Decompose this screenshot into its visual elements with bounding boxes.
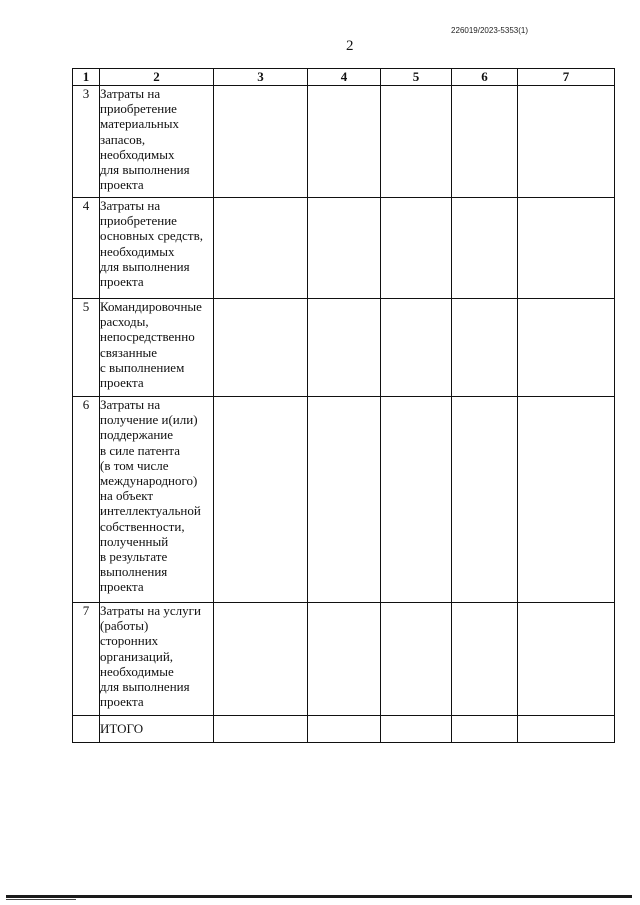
value-cell: [381, 198, 452, 299]
value-cell: [381, 397, 452, 603]
row-number: [73, 716, 100, 743]
column-header-1: 1: [73, 69, 100, 86]
column-header-2: 2: [100, 69, 214, 86]
value-cell: [452, 716, 518, 743]
row-number: 6: [73, 397, 100, 603]
value-cell: [518, 299, 615, 397]
value-cell: [518, 716, 615, 743]
table-row: [73, 198, 615, 299]
total-label: ИТОГО: [100, 716, 214, 743]
value-cell: [214, 86, 308, 198]
table-row: [73, 397, 615, 603]
value-cell: [518, 86, 615, 198]
value-cell: [308, 716, 381, 743]
row-number: 7: [73, 603, 100, 716]
column-header-4: 4: [308, 69, 381, 86]
value-cell: [308, 397, 381, 603]
value-cell: [452, 299, 518, 397]
expense-name: Командировочные расходы, непосредственно связанные с выполнением проекта: [100, 299, 214, 397]
value-cell: [452, 397, 518, 603]
table-row: [73, 86, 615, 198]
value-cell: [214, 198, 308, 299]
value-cell: [518, 397, 615, 603]
value-cell: [452, 198, 518, 299]
row-number: 4: [73, 198, 100, 299]
value-cell: [381, 716, 452, 743]
column-header-6: 6: [452, 69, 518, 86]
expense-name: Затраты на приобретение материальных запасов, необходимых для выполнения проекта: [100, 86, 214, 198]
value-cell: [518, 198, 615, 299]
page-bottom-rule-short: [6, 899, 76, 900]
value-cell: [308, 603, 381, 716]
table-row: [73, 716, 615, 743]
page-bottom-rule: [6, 895, 632, 898]
value-cell: [381, 299, 452, 397]
value-cell: [308, 86, 381, 198]
expense-name: Затраты на получение и(или) поддержание в силе патента (в том числе международного) на объект интеллектуальной собственности, полученный в результате выполнения проекта: [100, 397, 214, 603]
table-row: [73, 299, 615, 397]
expense-name: Затраты на приобретение основных средств, необходимых для выполнения проекта: [100, 198, 214, 299]
value-cell: [381, 603, 452, 716]
column-header-5: 5: [381, 69, 452, 86]
value-cell: [214, 603, 308, 716]
page-number: 2: [346, 38, 354, 54]
value-cell: [452, 86, 518, 198]
table-header-row: [73, 69, 615, 86]
value-cell: [308, 299, 381, 397]
budget-table: [72, 68, 615, 743]
row-number: 5: [73, 299, 100, 397]
column-header-3: 3: [214, 69, 308, 86]
document-reference-id: 226019/2023-5353(1): [451, 26, 528, 35]
column-header-7: 7: [518, 69, 615, 86]
value-cell: [381, 86, 452, 198]
value-cell: [214, 299, 308, 397]
value-cell: [214, 716, 308, 743]
value-cell: [518, 603, 615, 716]
expense-name: Затраты на услуги (работы) сторонних организаций, необходимые для выполнения проекта: [100, 603, 214, 716]
value-cell: [308, 198, 381, 299]
value-cell: [214, 397, 308, 603]
table-row: [73, 603, 615, 716]
value-cell: [452, 603, 518, 716]
row-number: 3: [73, 86, 100, 198]
